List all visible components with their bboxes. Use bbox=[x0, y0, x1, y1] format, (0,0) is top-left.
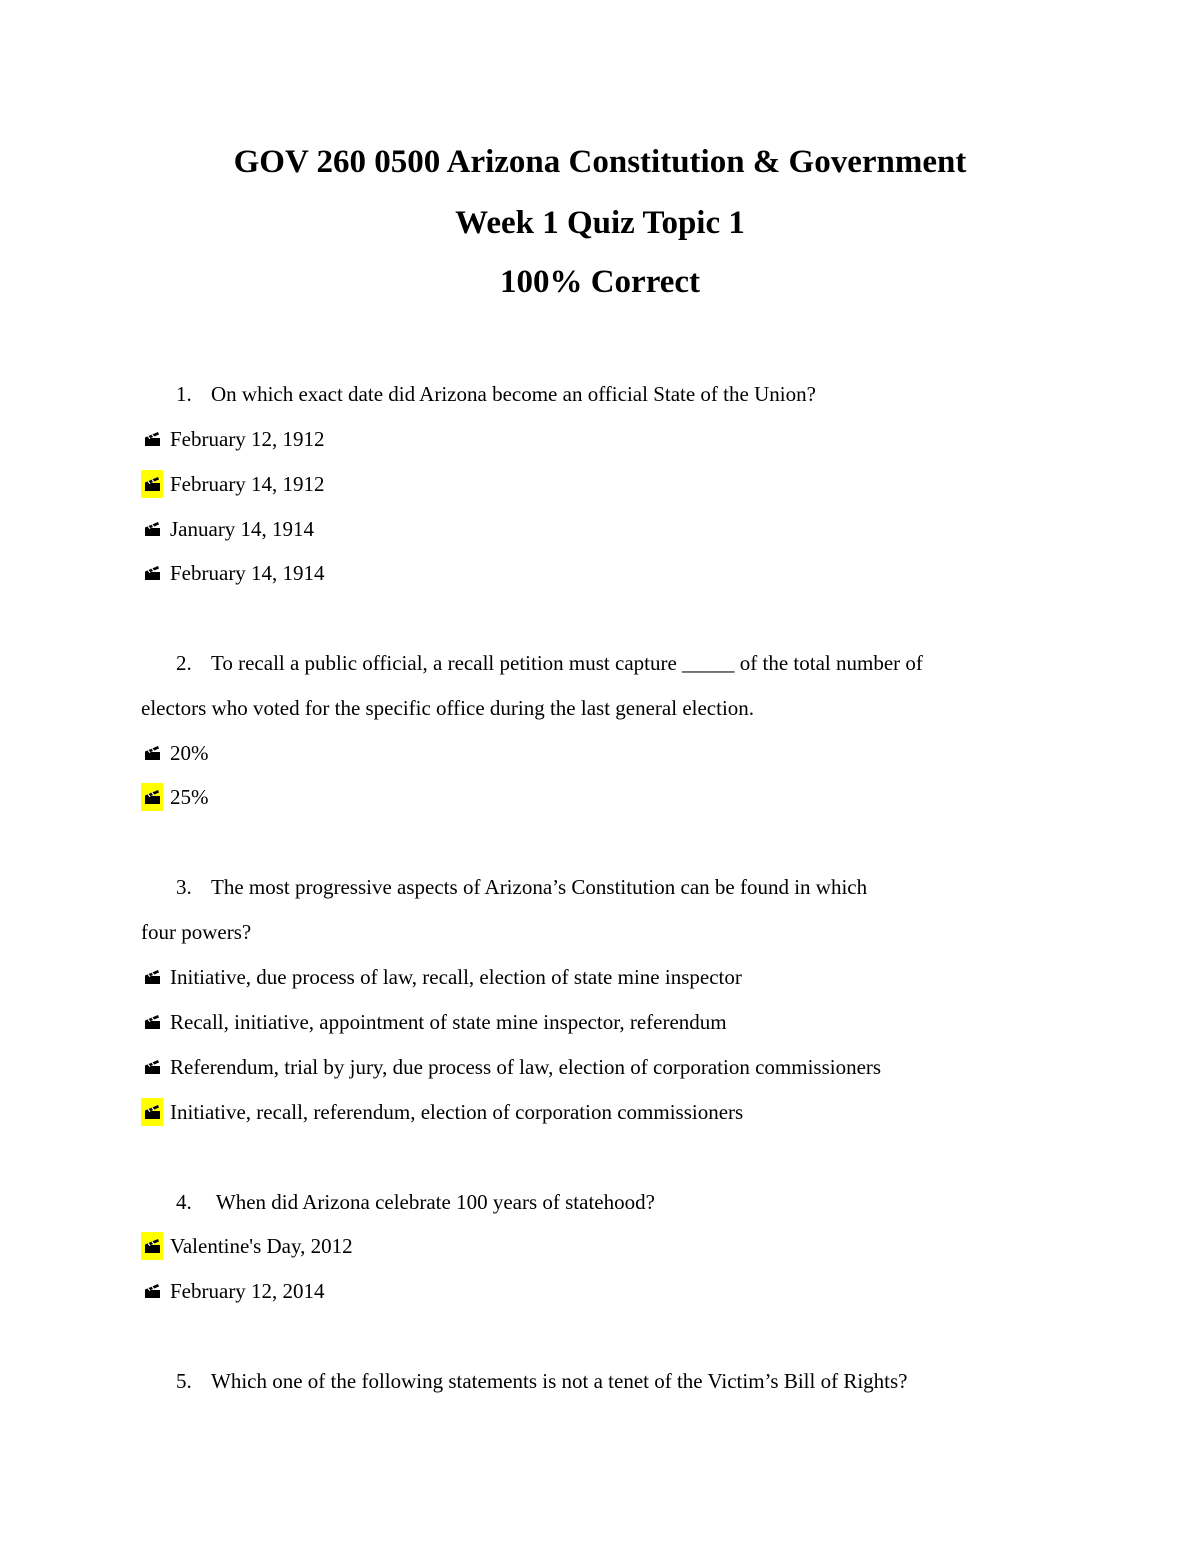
question-2 bbox=[176, 649, 923, 677]
question-3-continued: four powers? bbox=[141, 920, 252, 944]
clapperboard-icon bbox=[141, 559, 163, 587]
quiz-title: Week 1 Quiz Topic 1 bbox=[455, 205, 745, 241]
option-label: 25% bbox=[170, 785, 209, 809]
clapperboard-icon bbox=[141, 515, 163, 543]
question-number: 5. bbox=[176, 1369, 192, 1393]
option-label: February 12, 2014 bbox=[170, 1279, 325, 1303]
question-number: 4. bbox=[176, 1190, 192, 1214]
clapperboard-icon bbox=[141, 1053, 163, 1081]
option-1-a[interactable] bbox=[141, 425, 325, 453]
course-title: GOV 260 0500 Arizona Constitution & Government bbox=[233, 144, 967, 180]
option-1-c[interactable] bbox=[141, 515, 314, 543]
clapperboard-icon bbox=[141, 739, 163, 767]
option-label: Referendum, trial by jury, due process of law, election of corporation commissioners bbox=[170, 1055, 882, 1079]
question-number: 3. bbox=[176, 875, 192, 899]
option-3-c[interactable] bbox=[141, 1053, 881, 1081]
question-text: When did Arizona celebrate 100 years of statehood? bbox=[211, 1190, 655, 1214]
option-label: Valentine's Day, 2012 bbox=[170, 1234, 353, 1258]
question-4 bbox=[176, 1188, 655, 1216]
option-label: 20% bbox=[170, 741, 209, 765]
option-label: Initiative, recall, referendum, election of corporation commissioners bbox=[170, 1100, 744, 1124]
option-3-b[interactable] bbox=[141, 1008, 727, 1036]
option-1-d[interactable] bbox=[141, 559, 325, 587]
option-label: Recall, initiative, appointment of state mine inspector, referendum bbox=[170, 1010, 727, 1034]
question-2-continued: electors who voted for the specific office during the last general election. bbox=[141, 696, 755, 720]
question-5 bbox=[176, 1367, 908, 1395]
option-label: February 12, 1912 bbox=[170, 427, 325, 451]
question-text: To recall a public official, a recall petition must capture _____ of the total number of bbox=[211, 651, 923, 675]
option-2-a[interactable] bbox=[141, 739, 209, 767]
question-text: Which one of the following statements is not a tenet of the Victim’s Bill of Rights? bbox=[211, 1369, 908, 1393]
clapperboard-icon bbox=[141, 1098, 163, 1126]
option-label: February 14, 1914 bbox=[170, 561, 325, 585]
clapperboard-icon bbox=[141, 470, 163, 498]
option-label: February 14, 1912 bbox=[170, 472, 325, 496]
option-2-b[interactable] bbox=[141, 783, 209, 811]
option-label: Initiative, due process of law, recall, election of state mine inspector bbox=[170, 965, 742, 989]
clapperboard-icon bbox=[141, 1277, 163, 1305]
score-heading: 100% Correct bbox=[499, 264, 701, 300]
clapperboard-icon bbox=[141, 425, 163, 453]
question-number: 2. bbox=[176, 651, 192, 675]
option-1-b[interactable] bbox=[141, 470, 325, 498]
option-4-a[interactable] bbox=[141, 1232, 353, 1260]
clapperboard-icon bbox=[141, 1232, 163, 1260]
clapperboard-icon bbox=[141, 1008, 163, 1036]
question-1 bbox=[176, 380, 816, 408]
option-label: January 14, 1914 bbox=[170, 517, 315, 541]
option-3-a[interactable] bbox=[141, 963, 742, 991]
clapperboard-icon bbox=[141, 783, 163, 811]
option-3-d[interactable] bbox=[141, 1098, 743, 1126]
question-number: 1. bbox=[176, 382, 192, 406]
question-3 bbox=[176, 873, 867, 901]
question-text: On which exact date did Arizona become an official State of the Union? bbox=[211, 382, 816, 406]
option-4-b[interactable] bbox=[141, 1277, 325, 1305]
clapperboard-icon bbox=[141, 963, 163, 991]
question-text: The most progressive aspects of Arizona’s Constitution can be found in which bbox=[211, 875, 868, 899]
